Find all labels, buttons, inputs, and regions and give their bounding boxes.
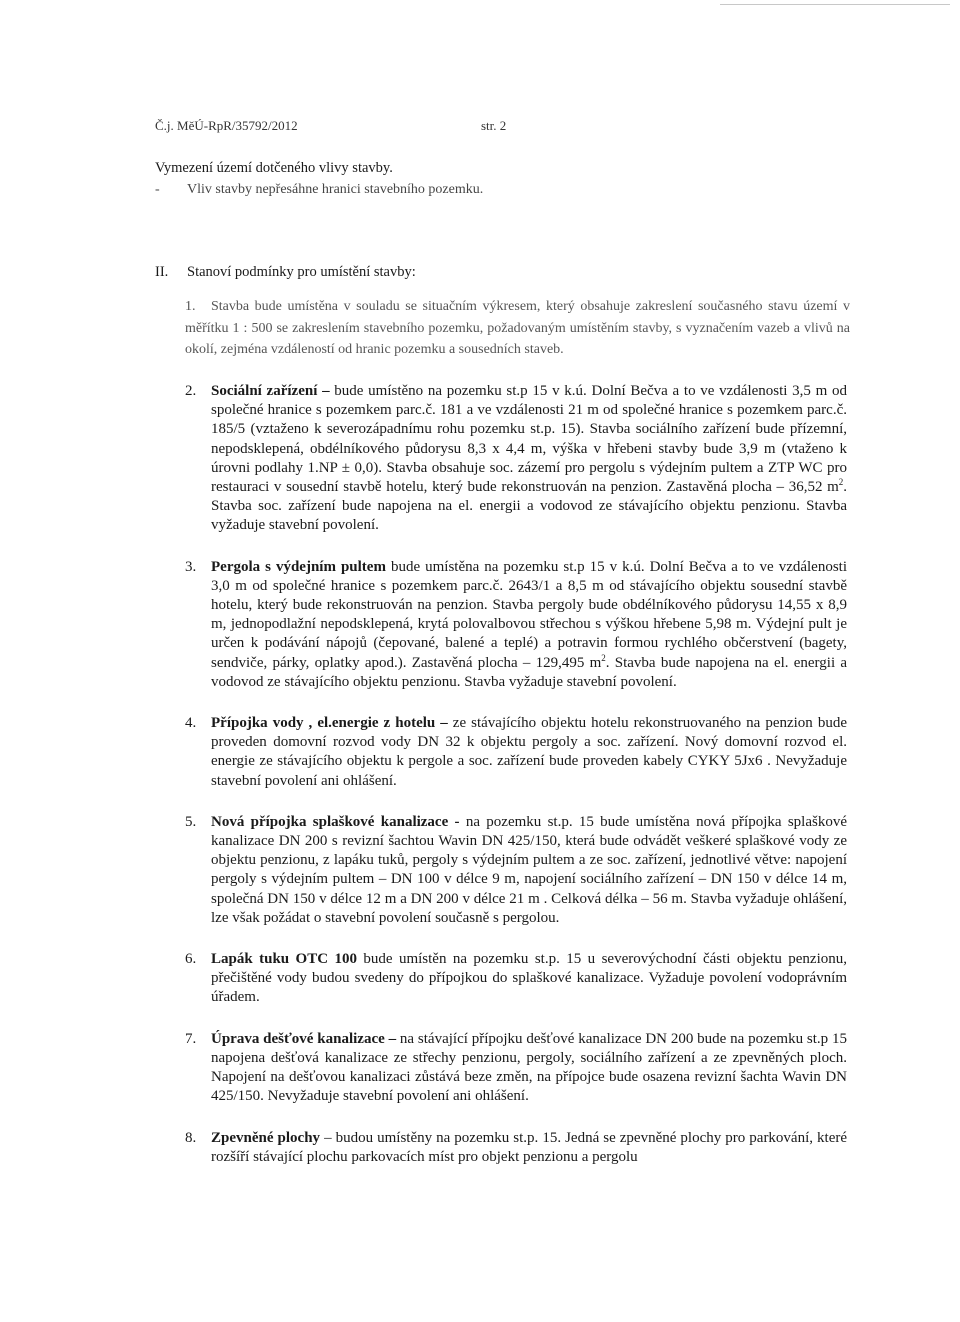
item-text: bude umístěna na pozemku st.p 15 v k.ú. Dolní Bečva a to ve vzdálenosti 3,0 m od společné hranice s pozemkem parc.č. 2643/1 a 8,5 m od stávajícího objektu sousední stavbě hotelu, který bude rekonstruován na penzion. Stavba pergoly bude obdélníkového půdorysu 14,55 x 8,9 m, jednopodlažní nepodsklepená, krytá polovalbovou střechou s výškou hřebene 5,98 m. Výdejní pult je určen k podávání nápojů (čepované, balené a teplé) a potravin formou rychlého občerstvení (bagety, sendviče, párky, oplatky apod.). Zastavěná plocha – 129,495 m	[211, 558, 848, 671]
list-dash: -	[155, 182, 160, 197]
condition-item-8	[185, 1129, 847, 1167]
item-text: bude umístěn na pozemku st.p. 15 u severovýchodní části objektu penzionu, přečištěné vody budou svedeny do přípojkou do splaškové kanalizace. Vyžaduje povolení vodoprávním úřadem.	[211, 951, 847, 1006]
scope-text: Vliv stavby nepřesáhne hranici stavebního pozemku.	[187, 182, 484, 197]
item-text: – budou umístěny na pozemku st.p. 15. Jedná se zpevněné plochy pro parkování, které rozšíří stávající plochu parkovacích míst pro objekt penzionu a pergolu	[211, 1129, 848, 1165]
item-number: 1.	[185, 299, 196, 314]
condition-item-1	[185, 296, 850, 361]
scan-edge-line	[720, 4, 950, 5]
condition-item-7	[185, 1030, 847, 1107]
item-number: 7.	[185, 1030, 197, 1047]
item-text: bude umístěno na pozemku st.p 15 v k.ú. Dolní Bečva a to ve vzdálenosti 3,5 m od společné hranice s pozemkem parc.č. 181 a ve vzdálenosti 21 m od společné hranice s pozemkem parc.č. 185/5 (vztaženo k severozápadnímu rohu pozemku st.p. 15). Stavba sociálního zařízení bude přízemní, nepodsklepená, obdélníkového půdorysu 8,3 x 4,4 m, výška v hřebeni stavby bude 3,9 m (vtaženo k úrovni podlahy 1.NP ± 0,0). Stavba obsahuje soc. zázemí pro pergolu s výdejním pultem a ZTP WC pro restauraci v sousední stavbě hotelu, který bude rekonstruován na penzion. Zastavěná plocha – 36,52 m	[211, 383, 847, 496]
section-title-scope: Vymezení území dotčeného vlivy stavby.	[155, 160, 393, 176]
item-text-continued: . Stavba bude napojena na el. energii a vodovod ze stávajícího objektu penzionu. Stavba vyžaduje stavební povolení.	[211, 654, 847, 690]
item-title: Sociální zařízení –	[211, 383, 330, 399]
item-number: 4.	[185, 715, 197, 732]
section-ii-heading	[155, 264, 416, 281]
item-title: Přípojka vody , el.energie z hotelu –	[211, 715, 448, 732]
conditions-list	[185, 382, 847, 1167]
condition-item-4	[185, 714, 847, 791]
superscript: 2	[601, 652, 606, 663]
condition-item-6	[185, 950, 847, 1008]
item-text: na stávající přípojku dešťové kanalizace DN 200 bude na pozemku st.p 15 napojena dešťová kanalizace ze střechy penzionu, pergoly, sociálního zařízení a ze zpevněných ploch. Napojení na dešťovou kanalizaci zůstává beze změn, na přípojce bude osazena revizní šachta Wavin DN 425/150. Nevyžaduje stavební povolení ani ohlášení.	[211, 1030, 848, 1105]
item-title: Pergola s výdejním pultem	[211, 558, 386, 575]
item-text: na pozemku st.p. 15 bude umístěna nová přípojka splaškové kanalizace DN 200 s revizní šachtou Wavin DN 425/150, která bude odvádět veškeré splaškové vody ze objektu penzionu, z lapáku tuků, pergoly s výdejním pultem a ze soc. zařízení, jednotlivé větve: napojení pergoly s výdejním pultem – DN 100 v délce 9 m, napojení sociálního zařízení – DN 150 v délce 14 m, společná DN 150 v délce 12 m a DN 200 v délce 21 m . Celková délka – 56 m. Stavba vyžaduje ohlášení, lze však požádat o stavební povolení současně s pergolou.	[211, 813, 847, 926]
item-number: 6.	[185, 951, 197, 968]
condition-item-3	[185, 558, 847, 692]
item-text-continued: . Stavba soc. zařízení bude napojena na el. energii a vodovod ze stávajícího objektu penzionu. Stavba vyžaduje stavební povolení.	[211, 479, 847, 534]
condition-item-5	[185, 813, 847, 928]
superscript: 2	[838, 477, 844, 488]
reference-number: Č.j. MěÚ-RpR/35792/2012	[155, 118, 298, 133]
item-text: Stavba bude umístěna v souladu se situačním výkresem, který obsahuje zakreslení současného stavu území v měřítku 1 : 500 se zakreslením stavebního pozemku, požadovaným umístěním stavby, s vyznačením vazeb a vlivů na okolí, zejména vzdáleností od hranic pozemku a sousedních staveb.	[185, 299, 850, 357]
item-number: 8.	[185, 1129, 197, 1146]
section-ii-title: Stanoví podmínky pro umístění stavby:	[187, 264, 416, 280]
item-title: Úprava dešťové kanalizace –	[211, 1030, 397, 1047]
item-number: 2.	[185, 383, 197, 399]
item-number: 5.	[185, 813, 197, 830]
item-title: Lapák tuku OTC 100	[211, 951, 357, 968]
item-title: Nová přípojka splaškové kanalizace -	[211, 813, 460, 830]
item-number: 3.	[185, 558, 197, 575]
page-number: str. 2	[481, 118, 507, 133]
item-text: ze stávajícího objektu hotelu rekonstruovaného na penzion bude proveden domovní rozvod vody DN 32 k objektu pergoly a soc. zařízení. Nový domovní rozvod el. energie ze stávajícího objektu k pergole a soc. zařízení bude proveden kabely CYKY 5Jx6 . Nevyžaduje stavební povolení ani ohlášení.	[211, 715, 847, 789]
condition-item-2	[185, 382, 847, 536]
scope-line	[155, 182, 483, 198]
section-number: II.	[155, 264, 169, 280]
item-title: Zpevněné plochy	[211, 1129, 321, 1146]
